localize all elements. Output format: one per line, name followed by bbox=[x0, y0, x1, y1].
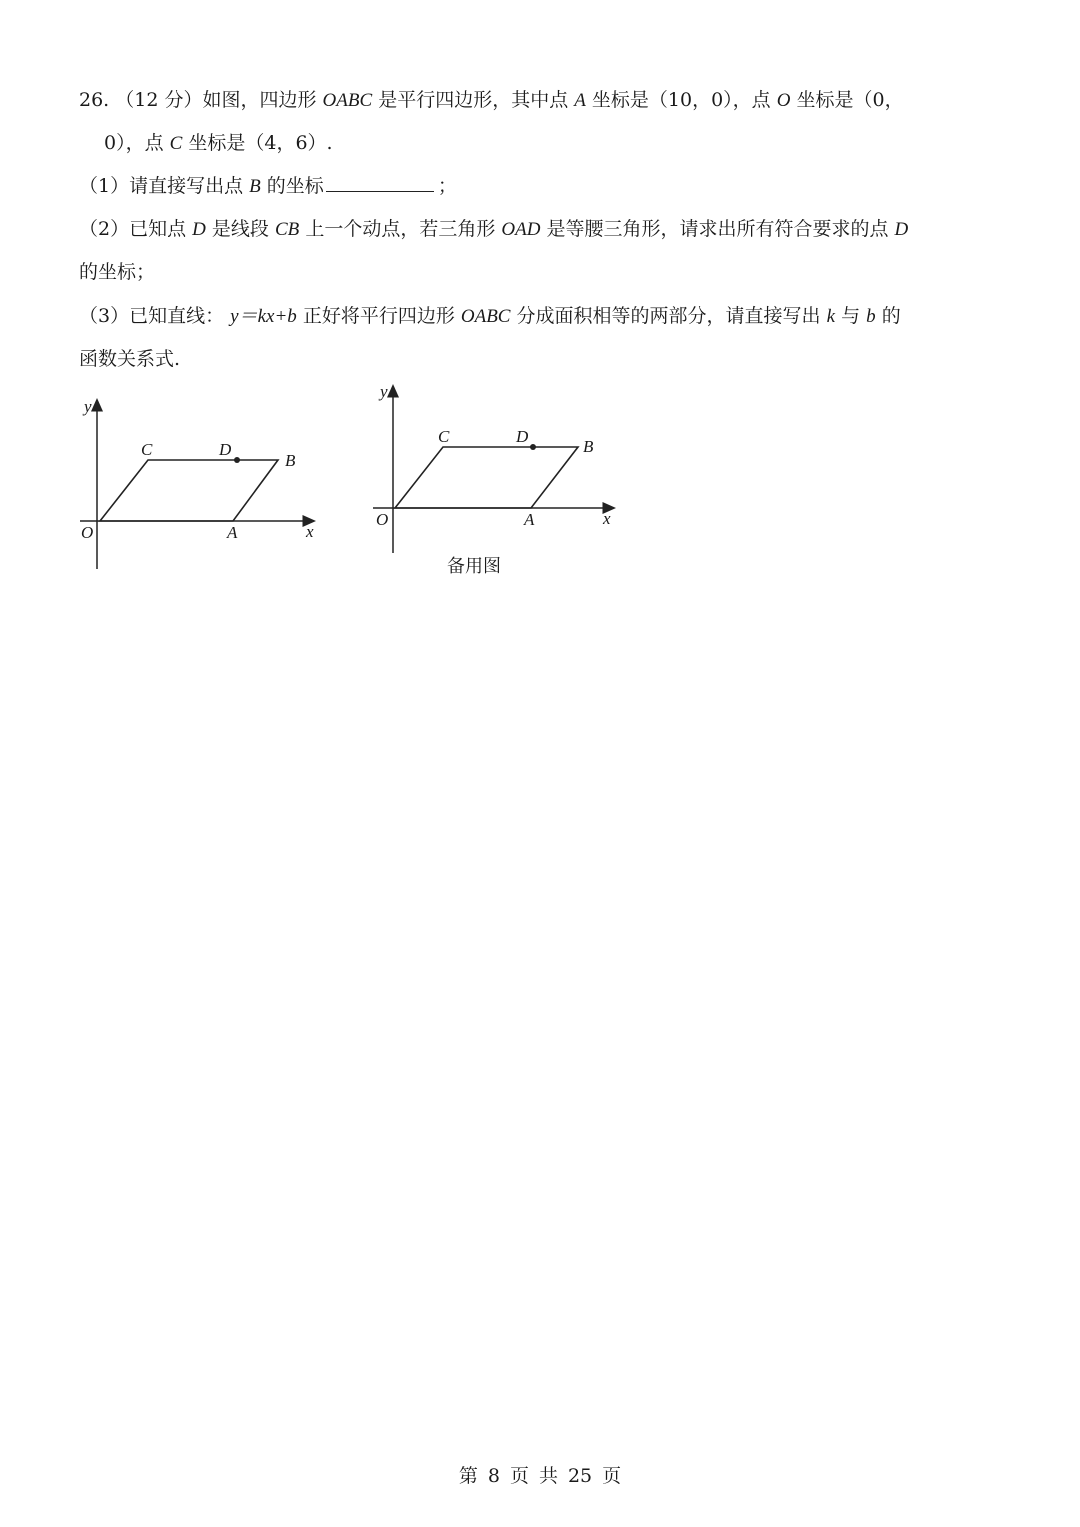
point-d bbox=[530, 444, 536, 450]
answer-blank bbox=[326, 173, 434, 192]
line-equation: y＝kx+b bbox=[230, 306, 297, 327]
label-x: x bbox=[306, 522, 314, 541]
label-y: y bbox=[380, 382, 388, 401]
parallelogram-oabc bbox=[100, 460, 278, 521]
page-number: 8 bbox=[487, 1465, 500, 1487]
label-x: x bbox=[603, 509, 611, 528]
part1-text: （1）请直接写出点 B 的坐标 ； bbox=[79, 175, 457, 197]
total-pages: 25 bbox=[567, 1465, 593, 1487]
label-y: y bbox=[84, 397, 92, 416]
figure-main bbox=[70, 392, 330, 572]
parallelogram-oabc bbox=[395, 447, 578, 508]
page-footer: 第 8 页 共 25 页 bbox=[458, 1465, 622, 1487]
label-d: D bbox=[516, 427, 529, 446]
figure-backup bbox=[365, 380, 625, 560]
part3-text-line2: 函数关系式. bbox=[79, 348, 181, 370]
label-c: C bbox=[141, 440, 153, 459]
point-d bbox=[234, 457, 240, 463]
label-a: A bbox=[227, 523, 238, 542]
label-b: B bbox=[285, 451, 296, 470]
question-score: （12 分） bbox=[115, 89, 203, 111]
parallelogram-diagram bbox=[70, 392, 330, 572]
label-a: A bbox=[524, 510, 535, 529]
question-number: 26. bbox=[79, 89, 110, 111]
label-c: C bbox=[438, 427, 450, 446]
figure-caption: 备用图 bbox=[447, 556, 501, 577]
question-stem-line2: 0），点 C 坐标是（4，6）. bbox=[104, 132, 333, 154]
part3-text: （3）已知直线： y＝kx+b 正好将平行四边形 OABC 分成面积相等的两部分，请直接写出 k 与 b 的 bbox=[79, 305, 901, 327]
label-o: O bbox=[81, 523, 94, 542]
part2-text-line2: 的坐标； bbox=[79, 261, 156, 283]
part2-text: （2）已知点 D 是线段 CB 上一个动点，若三角形 OAD 是等腰三角形，请求出所有符合要求的点 D bbox=[79, 218, 909, 240]
question-stem-line1: 26. （12 分）如图，四边形 OABC 是平行四边形，其中点 A 坐标是（10，0），点 O 坐标是（0， bbox=[79, 89, 904, 111]
label-o: O bbox=[376, 510, 389, 529]
parallelogram-diagram-backup bbox=[365, 380, 625, 560]
label-d: D bbox=[219, 440, 232, 459]
label-b: B bbox=[583, 437, 594, 456]
